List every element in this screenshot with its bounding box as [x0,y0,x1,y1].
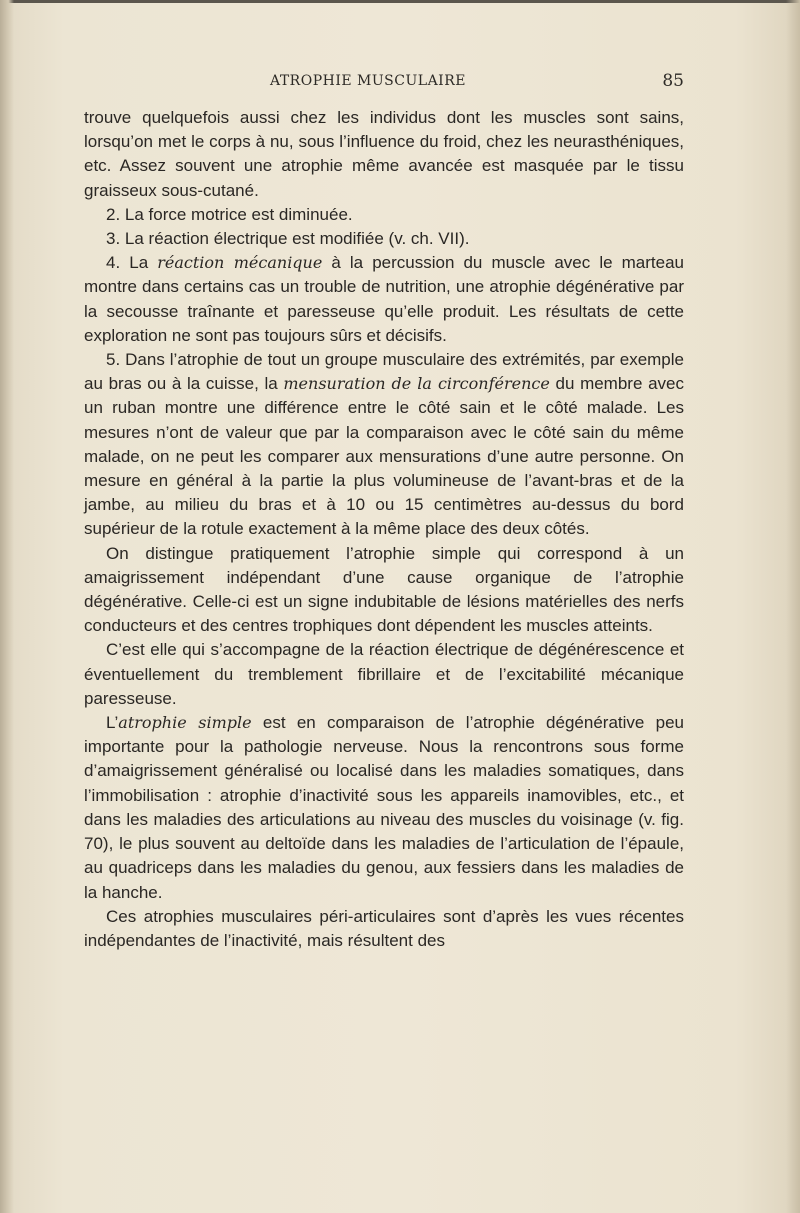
paragraph-atrophy-types: On distingue pratiquement l’atrophie simple qui correspond à un amaigrissement indépendant d’une cause organique de l’atrophie dégénérative. Celle-ci est un signe indubitable de lésions matérielles des nerfs conducteurs et des centres trophiques dont dépendent les muscles atteints. [84,543,684,636]
page-number: 85 [662,71,684,91]
paragraph-periarticular: Ces atrophies musculaires péri-articulaires sont d’après les vues récentes indépendantes de l’inactivité, mais résultent des [84,906,684,950]
list-item-4-rest: à la percussion du muscle avec le marteau montre dans certains cas un trouble de nutrition, une atrophie dégénérative par la secousse traînante et paresseuse qu’elle produit. Les résultats de cette exploration ne sont pas toujours sûrs et décisifs. [84,253,684,345]
binding-shadow [0,0,14,1213]
page-edge-shadow [786,0,800,1213]
list-item-4-lead: 4. La [106,253,158,273]
list-item-5-rest: du membre avec un ruban montre une différence entre le côté sain et le côté malade. Les mesures n’ont de valeur que par la comparaison avec le côté sain du même malade, on ne peut les comparer aux mensurations d’une autre personne. On mesure en général à la partie la plus volumineuse de l’avant-bras et de la jambe, au milieu du bras et à 10 ou 15 centimètres au-dessus du bord supérieur de la rotule exactement à la même place des deux côtés. [84,374,684,539]
list-item-5 [84,348,684,542]
list-item-5-emphasis: mensuration de la circonférence [283,374,550,394]
paragraph-simple-atrophy [84,711,684,905]
list-item-5-lead: 5. Dans l’atrophie de tout un groupe musculaire des extrémités, par exemple au bras ou à la cuisse, la [84,350,684,394]
paragraph-simple-atrophy-lead: L’ [106,713,119,733]
paragraph-continuation: trouve quelquefois aussi chez les individus dont les muscles sont sains, lorsqu’on met le corps à nu, sous l’influence du froid, chez les neurasthéniques, etc. Assez souvent une atrophie même avancée est masquée par le tissu graisseux sous-cutané. [84,108,684,200]
running-head [84,69,684,93]
top-edge-rule [0,0,800,3]
list-item-2: 2. La force motrice est diminuée. [106,204,353,224]
paragraph-degenerative-signs: C’est elle qui s’accompagne de la réaction électrique de dégénérescence et éventuellement du tremblement fibrillaire et de l’excitabilité mécanique paresseuse. [84,640,684,708]
body-text [84,106,684,953]
list-item-4-emphasis: réaction mécanique [157,253,323,273]
list-item-3: 3. La réaction électrique est modifiée (v. ch. VII). [106,229,470,249]
paragraph-simple-atrophy-rest: est en comparaison de l’atrophie dégénérative peu importante pour la pathologie nerveuse. Nous la rencontrons sous forme d’amaigrissement généralisé ou localisé dans les maladies somatiques, dans l’immobilisation : atrophie d’inactivité sous les appareils inamovibles, etc., et dans les maladies des articulations au niveau des muscles du voisinage (v. fig. 70), le plus souvent au deltoïde dans les maladies de l’articulation de l’épaule, au quadriceps dans les maladies du genou, aux fessiers dans les maladies de la hanche. [84,713,684,902]
paragraph-simple-atrophy-emphasis: atrophie simple [118,713,252,733]
list-item-4 [84,251,684,348]
running-title: ATROPHIE MUSCULAIRE [270,73,466,89]
